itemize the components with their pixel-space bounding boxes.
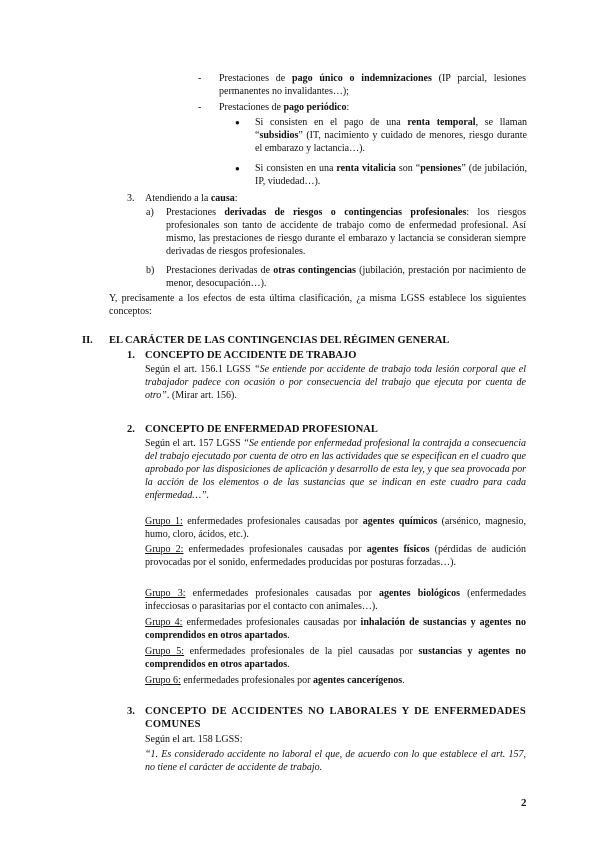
text: (pérdidas de audición provocadas por el sonido, enfermedades producidas por posturas forzadas…).	[145, 544, 526, 568]
group-label: Grupo 4:	[145, 617, 183, 628]
list-item-pensiones	[255, 162, 527, 188]
bold-term: pago periódico	[283, 102, 347, 113]
section-title: EL CARÁCTER DE LAS CONTINGENCIAS DEL RÉGIMEN GENERAL	[109, 335, 450, 346]
subsection-number: 3.	[127, 706, 135, 717]
subsection-number: 1.	[127, 350, 135, 361]
bold-term: agentes químicos	[362, 516, 438, 527]
text: enfermedades profesionales causadas por	[183, 544, 367, 555]
text: enfermedades profesionales causadas por	[182, 516, 363, 527]
bold-term: sustancias y agentes no comprendidos en otros apartados	[145, 646, 526, 670]
dash-marker-1: -	[198, 73, 202, 84]
group-4	[145, 616, 526, 642]
text: Prestaciones de	[219, 102, 284, 113]
legal-quote-158: “1. Es considerado accidente no laboral el que, de acuerdo con lo que establece el art. 157, no tiene el carácter de accidente de trabajo.	[145, 749, 526, 773]
text: Si consisten en el pago de una	[255, 117, 408, 128]
group-6	[145, 674, 526, 687]
bold-term: otras contingencias	[273, 265, 356, 276]
letter-marker: b)	[146, 265, 155, 276]
text: :	[346, 102, 350, 113]
bold-term: derivadas de riesgos o contingencias profesionales	[224, 207, 467, 218]
text: .	[287, 630, 290, 641]
bold-term: renta temporal	[407, 117, 476, 128]
legal-quote: “Se entiende por accidente de trabajo toda lesión corporal que el trabajador padece con ocasión o por consecuencia del trabajo que ejecuta por cuenta de otro”	[145, 364, 527, 401]
text: Prestaciones de	[219, 73, 293, 84]
item-3-causa	[145, 192, 525, 205]
group-label: Grupo 1:	[145, 516, 183, 527]
item-number: 3.	[127, 193, 135, 204]
group-label: Grupo 2:	[145, 544, 184, 555]
bullet-icon: ●	[235, 164, 240, 173]
text: : los riesgos profesionales son tanto de accidente de trabajo como de enfermedad profesional. Así mismo, las prestaciones de riesgo durante el embarazo y lactancia se consideran siempre derivadas de riesgos profesionales.	[166, 207, 526, 257]
list-item-pago-periodico	[219, 101, 526, 114]
text: enfermedades profesionales causadas por	[182, 617, 361, 628]
text: ” (de jubilación, IP, viudedad…).	[255, 163, 527, 187]
group-label: Grupo 6:	[145, 675, 181, 686]
text: .	[402, 675, 405, 686]
bold-term: renta vitalicia	[336, 163, 396, 174]
text: .	[287, 659, 290, 670]
bold-term: agentes biológicos	[378, 588, 460, 599]
bold-term: agentes cancerígenos	[313, 675, 403, 686]
text: Atendiendo a la	[145, 193, 211, 204]
text: :	[234, 193, 238, 204]
list-item-pago-unico	[219, 72, 526, 98]
text: son “	[395, 163, 421, 174]
subsection-title-no-laborales: CONCEPTO DE ACCIDENTES NO LABORALES Y DE ENFERMEDADES COMUNES	[145, 706, 526, 730]
text: enfermedades profesionales de la piel causadas por	[183, 646, 419, 657]
text: Prestaciones	[166, 207, 225, 218]
text: enfermedades profesionales por	[180, 675, 314, 686]
closing-paragraph: Y, precisamente a los efectos de esta última clasificación, ¿a misma LGSS establece los siguientes conceptos:	[109, 293, 526, 317]
letter-marker: a)	[146, 207, 154, 218]
section-number: II.	[82, 335, 93, 346]
text: Según el art. 156.1 LGSS	[145, 364, 255, 375]
item-b-otras	[166, 264, 526, 290]
text: Según el art. 157 LGSS	[145, 438, 244, 449]
group-label: Grupo 5:	[145, 646, 184, 657]
paragraph-intro-158: Según el art. 158 LGSS:	[145, 734, 243, 745]
group-2	[145, 543, 526, 569]
item-a-profesionales	[166, 206, 526, 258]
group-3	[145, 587, 526, 613]
text: (jubilación, prestación por nacimiento de menor, desocupación…).	[166, 265, 526, 289]
group-5	[145, 645, 526, 671]
bold-term: inhalación de sustancias y agentes no comprendidos en otros apartados	[145, 617, 526, 641]
group-1	[145, 515, 526, 541]
bold-term: agentes físicos	[366, 544, 430, 555]
dash-marker-2: -	[198, 102, 202, 113]
text: (arsénico, magnesio, humo, cloro, ácidos, etc.).	[145, 516, 526, 540]
text: (enfermedades infecciosas o parasitarias por el contacto con animales…).	[145, 588, 526, 612]
bold-term: subsidios	[259, 130, 299, 141]
paragraph-enfermedad-profesional	[145, 437, 526, 502]
legal-quote: “Se entiende por enfermedad profesional la contrajda a consecuencia del trabajo ejecutado por cuenta de otro en las actividades que se especifican en el cuadro que aprobado por las disposiciones de aplicación y desarrollo de esta ley, y que sea provocada por la acción de los elementos o de las sustancias que se indican en este cuadro para cada enfermedad…”.	[145, 438, 527, 501]
text: Prestaciones derivadas de	[166, 265, 274, 276]
bold-term: causa	[210, 193, 235, 204]
bullet-icon: ●	[235, 118, 240, 127]
page-number: 2	[521, 797, 527, 809]
paragraph-accidente-trabajo	[145, 363, 526, 402]
subsection-number: 2.	[127, 424, 135, 435]
text: enfermedades profesionales causadas por	[185, 588, 379, 599]
bold-term: pensiones	[420, 163, 462, 174]
text: (IP parcial, lesiones permanentes no invalidantes…);	[219, 73, 526, 97]
text: ” (IT, nacimiento y cuidado de menores, riesgo durante el embarazo y lactancia…).	[255, 130, 527, 154]
subsection-title-enfermedad: CONCEPTO DE ENFERMEDAD PROFESIONAL	[145, 424, 378, 435]
text: , se llaman “	[255, 117, 528, 141]
subsection-title-accidente: CONCEPTO DE ACCIDENTE DE TRABAJO	[145, 350, 357, 361]
group-label: Grupo 3:	[145, 588, 186, 599]
bold-term: pago único o indemnizaciones	[292, 73, 432, 84]
text: . (Mirar art. 156).	[166, 390, 237, 401]
list-item-subsidios	[255, 116, 527, 155]
text: Si consisten en una	[255, 163, 337, 174]
